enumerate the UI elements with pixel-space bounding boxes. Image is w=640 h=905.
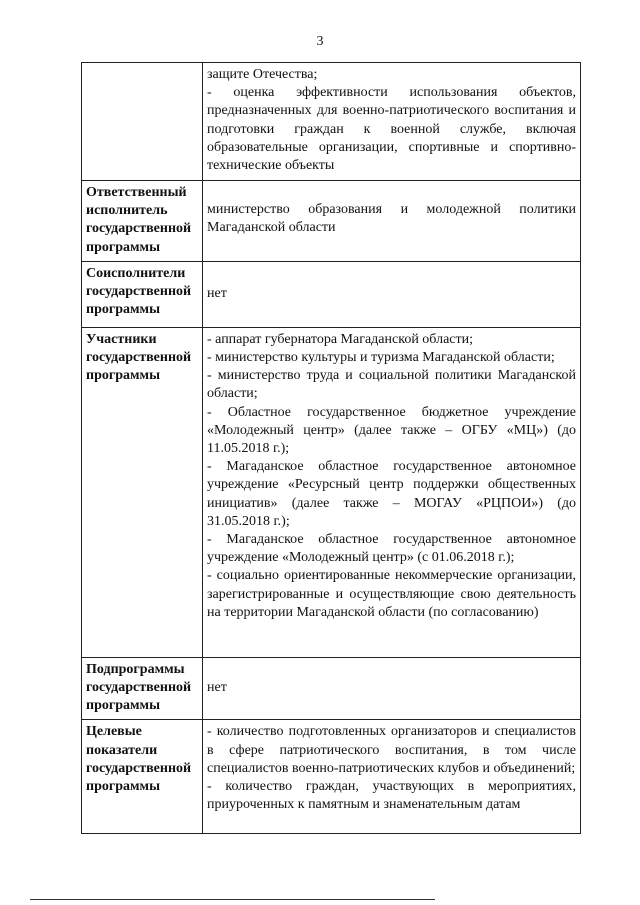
value-line: - оценка эффективности использования объектов, предназначенных для военно-патриотического воспитания и подготовки граждан к военной службе, включая образовательные организации, спортивные и спортивно-технические объекты: [207, 85, 576, 174]
row-label: Подпрограммы государственной программы: [82, 657, 203, 720]
page-number: 3: [316, 34, 324, 49]
value-line: защите Отечества;: [207, 67, 318, 82]
value-line: - министерство культуры и туризма Магаданской области;: [207, 350, 555, 366]
row-value: [203, 261, 581, 327]
value-line: - Магаданское областное государственное автономное учреждение «Ресурсный центр поддержки общественных инициатив» (далее также – МОГАУ «РЦПОИ») (до 31.05.2018 г.);: [207, 459, 576, 529]
row-value: [203, 720, 581, 834]
value-line: - количество подготовленных организаторов и специалистов в сфере патриотического воспитания, в том числе специалистов военно-патриотических клубов и объединений;: [207, 724, 576, 776]
row-label: [82, 63, 203, 181]
row-value: [203, 181, 581, 262]
program-passport-table: [81, 62, 581, 834]
table-row: [82, 63, 581, 181]
row-value: [203, 327, 581, 657]
row-label: Участники государственной программы: [82, 327, 203, 657]
table-row: [82, 261, 581, 327]
value-line: министерство образования и молодежной политики Магаданской области: [207, 202, 576, 236]
value-line: - Магаданское областное государственное автономное учреждение «Молодежный центр» (с 01.06.2018 г.);: [207, 532, 576, 566]
row-value: [203, 657, 581, 720]
value-line: - Областное государственное бюджетное учреждение «Молодежный центр» (далее также – ОГБУ «МЦ») (до 11.05.2018 г.);: [207, 404, 576, 457]
value-line: - министерство труда и социальной политики Магаданской области;: [207, 368, 576, 402]
table-row: [82, 327, 581, 657]
value-line: нет: [207, 680, 227, 696]
table-row: [82, 657, 581, 720]
row-label: Ответственный исполнитель государственной программы: [82, 181, 203, 262]
value-line: - социально ориентированные некоммерческие организации, зарегистрированные и осуществляющие свою деятельность на территории Магаданской области (по согласованию): [207, 568, 576, 620]
value-line: - аппарат губернатора Магаданской области;: [207, 331, 473, 347]
value-line: - количество граждан, участвующих в мероприятиях, приуроченных к памятным и знаменательным датам: [207, 779, 576, 813]
table-row: [82, 181, 581, 262]
footer-divider: [30, 899, 435, 900]
row-label: Целевые показатели государственной программы: [82, 720, 203, 834]
table-row: [82, 720, 581, 834]
row-label: Соисполнители государственной программы: [82, 261, 203, 327]
value-line: нет: [207, 285, 227, 301]
row-value: [203, 63, 581, 181]
